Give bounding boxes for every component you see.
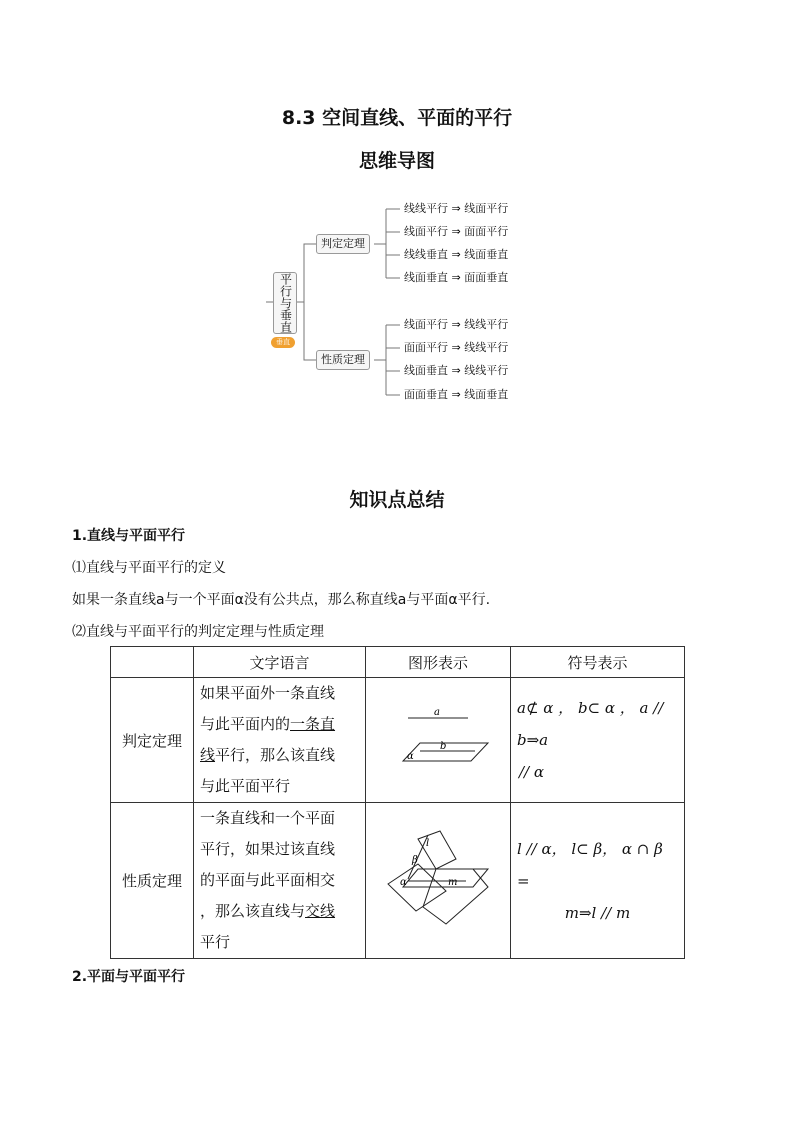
text-line: 一条直线和一个平面 bbox=[200, 809, 336, 827]
label-b: b bbox=[440, 741, 447, 752]
mindmap-title: 思维导图 bbox=[358, 150, 435, 172]
text-line: 的平面与此平面相交 bbox=[200, 871, 336, 889]
heading-line-plane-parallel: 1.直线与平面平行 bbox=[72, 528, 186, 544]
text-line: 线平行，那么该直线 bbox=[200, 746, 336, 764]
text-line: 与此平面平行 bbox=[200, 777, 291, 795]
text-line: 平行 bbox=[200, 933, 231, 951]
mind-map bbox=[266, 190, 528, 422]
subheading-theorems: ⑵直线与平面平行的判定定理与性质定理 bbox=[72, 624, 324, 640]
mind-map-branch-judgment: 判定定理 bbox=[316, 234, 370, 254]
symbol-line: l // α， l⊂ β， α ∩ β = bbox=[517, 839, 663, 890]
table-header-cell: 图形表示 bbox=[366, 647, 511, 678]
mind-map-leaf: 线面平行 ⇒ 线线平行 bbox=[404, 318, 509, 331]
mind-map-leaf: 线面平行 ⇒ 面面平行 bbox=[404, 225, 509, 238]
label-alpha: α bbox=[400, 876, 407, 888]
row-label: 性质定理 bbox=[111, 803, 194, 959]
table-header-cell: 文字语言 bbox=[194, 647, 366, 678]
mind-map-leaf: 面面平行 ⇒ 线线平行 bbox=[404, 341, 509, 354]
line-plane-property-figure bbox=[378, 829, 498, 929]
label-m: m bbox=[448, 876, 458, 888]
table-header-cell bbox=[111, 647, 194, 678]
label-a: a bbox=[434, 707, 440, 718]
definition-text: 如果一条直线a与一个平面α没有公共点，那么称直线a与平面α平行. bbox=[72, 592, 491, 608]
mind-map-leaf: 面面垂直 ⇒ 线面垂直 bbox=[404, 388, 509, 401]
row-label: 判定定理 bbox=[111, 678, 194, 803]
symbol-line: // α bbox=[519, 763, 545, 781]
summary-title: 知识点总结 bbox=[349, 489, 445, 511]
line-plane-parallel-figure bbox=[383, 703, 493, 773]
mind-map-badge: 垂直 bbox=[271, 337, 295, 348]
mind-map-branch-property: 性质定理 bbox=[316, 350, 370, 370]
text-line: 平行，如果过该直线 bbox=[200, 840, 336, 858]
label-beta: β bbox=[412, 854, 418, 866]
heading-plane-plane-parallel: 2.平面与平面平行 bbox=[72, 969, 186, 985]
text-line: 如果平面外一条直线 bbox=[200, 684, 336, 702]
mind-map-root: 平行与垂直 bbox=[273, 272, 297, 334]
mind-map-leaf: 线面垂直 ⇒ 面面垂直 bbox=[404, 271, 509, 284]
symbol-line: a⊄ α ， b⊂ α ， a // b⇒a bbox=[517, 699, 664, 749]
symbol-cell bbox=[511, 678, 685, 803]
mind-map-leaf: 线面垂直 ⇒ 线线平行 bbox=[404, 364, 509, 377]
table-row bbox=[111, 678, 685, 803]
mind-map-leaf: 线线垂直 ⇒ 线面垂直 bbox=[404, 248, 509, 261]
figure-cell bbox=[366, 803, 511, 959]
text-language-cell bbox=[194, 678, 366, 803]
label-alpha: α bbox=[407, 751, 414, 762]
text-line: ，那么该直线与交线 bbox=[200, 902, 336, 920]
symbol-line: m⇒l // m bbox=[564, 903, 631, 922]
label-l: l bbox=[426, 837, 430, 849]
figure-cell bbox=[366, 678, 511, 803]
section-title: 8.3 空间直线、平面的平行 bbox=[281, 107, 513, 129]
subheading-definition: ⑴直线与平面平行的定义 bbox=[72, 560, 226, 576]
text-language-cell bbox=[194, 803, 366, 959]
mind-map-leaf: 线线平行 ⇒ 线面平行 bbox=[404, 202, 509, 215]
theorem-table bbox=[110, 646, 685, 959]
symbol-cell bbox=[511, 803, 685, 959]
text-line: 与此平面内的一条直 bbox=[200, 715, 336, 733]
table-row bbox=[111, 803, 685, 959]
table-header-row bbox=[111, 647, 685, 678]
table-header-cell: 符号表示 bbox=[511, 647, 685, 678]
